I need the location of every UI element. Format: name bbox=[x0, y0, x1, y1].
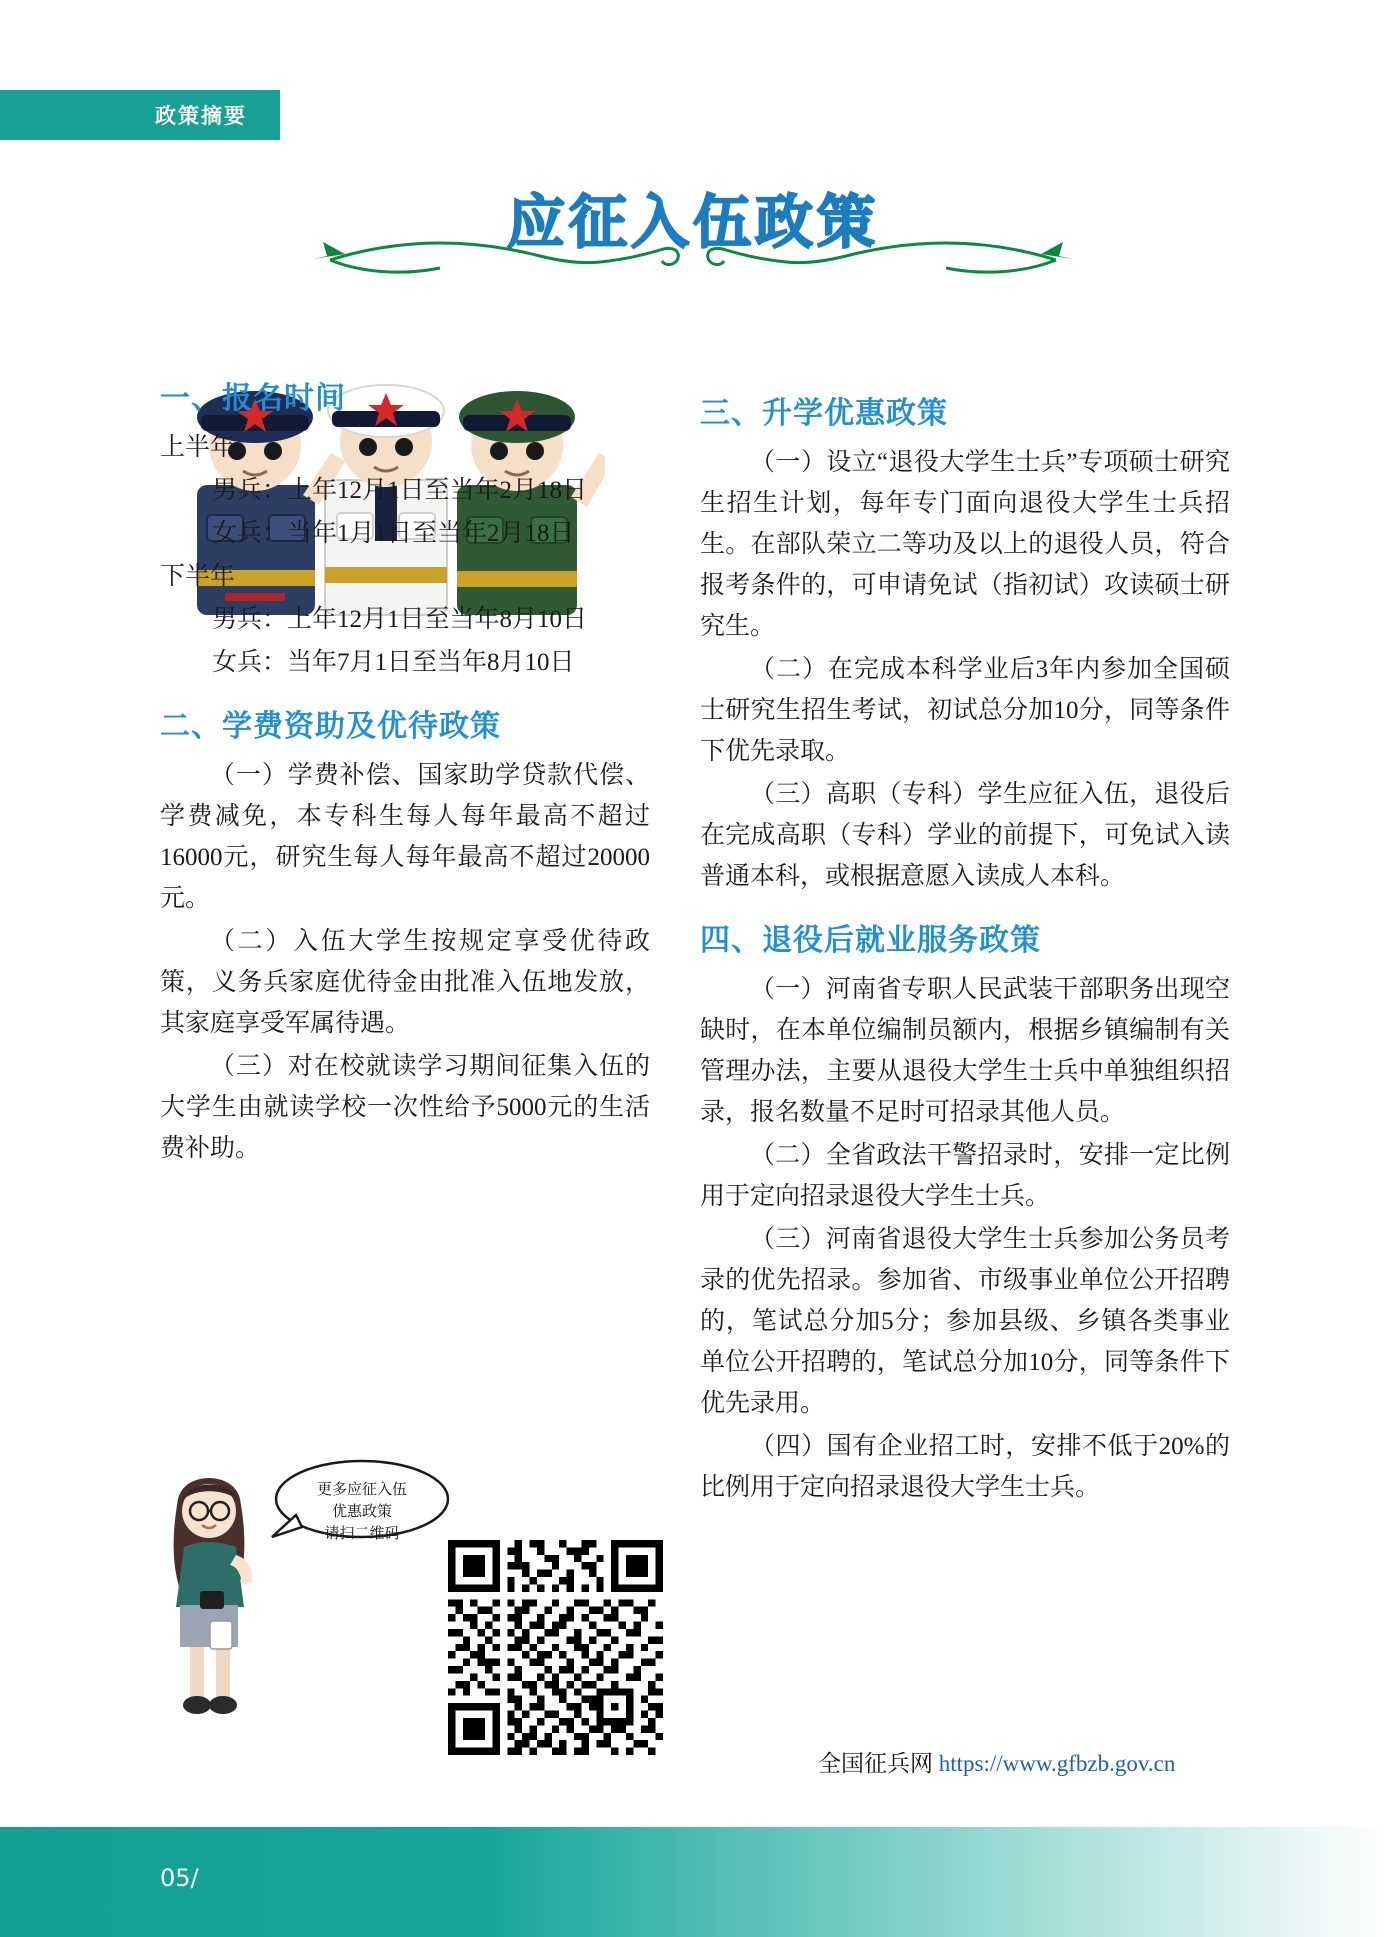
bubble-line-2: 优惠政策 bbox=[331, 1502, 392, 1520]
section-heading-education-benefits: 三、升学优惠政策 bbox=[700, 396, 948, 431]
footer-bar bbox=[0, 1827, 1386, 1937]
page-title: 应征入伍政策 bbox=[506, 188, 879, 256]
registration-second-half-label: 下半年 bbox=[160, 563, 236, 590]
qr-code[interactable] bbox=[448, 1540, 663, 1755]
section-heading-employment-service: 四、退役后就业服务政策 bbox=[700, 923, 1041, 958]
registration-first-half-male: 男兵：上年12月1日至当年2月18日 bbox=[212, 477, 588, 504]
education-paragraph-1: （一）设立“退役大学生士兵”专项硕士研究生招生计划，每年专门面向退役大学生士兵招生。在部队荣立二等功及以上的退役人员，符合报考条件的，可申请免试（指初试）攻读硕士研究生。 bbox=[700, 449, 1230, 640]
footer-site-name: 全国征兵网 bbox=[818, 1751, 933, 1776]
bubble-line-1: 更多应征入伍 bbox=[316, 1480, 407, 1498]
right-column bbox=[700, 370, 1230, 1510]
registration-second-half-male: 男兵：上年12月1日至当年8月10日 bbox=[212, 606, 588, 633]
left-column bbox=[160, 355, 650, 1171]
policy-summary-tab bbox=[0, 90, 280, 140]
education-paragraph-2: （二）在完成本科学业后3年内参加全国硕士研究生招生考试，初试总分加10分，同等条件下优先录取。 bbox=[700, 656, 1230, 765]
footer-site-url[interactable]: https://www.gfbzb.gov.cn bbox=[938, 1751, 1176, 1776]
footer-site-reference bbox=[818, 1745, 1175, 1778]
education-paragraph-3: （三）高职（专科）学生应征入伍，退役后在完成高职（专科）学业的前提下，可免试入读普通本科，或根据意愿入读成人本科。 bbox=[700, 781, 1230, 890]
bubble-line-3: 请扫二维码 bbox=[324, 1524, 400, 1542]
page-number: 05/ bbox=[160, 1864, 199, 1892]
employment-paragraph-1: （一）河南省专职人民武装干部职务出现空缺时，在本单位编制员额内，根据乡镇编制有关管理办法，主要从退役大学生士兵中单独组织招录，报名数量不足时可招录其他人员。 bbox=[700, 976, 1230, 1126]
registration-first-half-female: 女兵：当年1月1日至当年2月18日 bbox=[212, 520, 575, 547]
employment-paragraph-2: （二）全省政法干警招录时，安排一定比例用于定向招录退役大学生士兵。 bbox=[700, 1142, 1230, 1210]
section-heading-registration-time: 一、报名时间 bbox=[160, 381, 346, 416]
girl-with-phone-illustration bbox=[150, 1455, 270, 1720]
tuition-paragraph-2: （二）入伍大学生按规定享受优待政策，义务兵家庭优待金由批准入伍地发放，其家庭享受军属待遇。 bbox=[160, 928, 650, 1037]
registration-second-half-female: 女兵：当年7月1日至当年8月10日 bbox=[212, 649, 575, 676]
policy-summary-tab-label: 政策摘要 bbox=[155, 104, 247, 128]
tuition-paragraph-3: （三）对在校就读学习期间征集入伍的大学生由就读学校一次性给予5000元的生活费补助。 bbox=[160, 1053, 650, 1162]
employment-paragraph-3: （三）河南省退役大学生士兵参加公务员考录的优先招录。参加省、市级事业单位公开招聘的，笔试总分加5分；参加县级、乡镇各类事业单位公开招聘的，笔试总分加10分，同等条件下优先录用。 bbox=[700, 1226, 1230, 1417]
section-heading-tuition-subsidy: 二、学费资助及优待政策 bbox=[160, 709, 501, 744]
tuition-paragraph-1: （一）学费补偿、国家助学贷款代偿、学费减免，本专科生每人每年最高不超过16000元，研究生每人每年最高不超过20000元。 bbox=[160, 762, 650, 912]
speech-bubble-text bbox=[282, 1478, 442, 1544]
registration-first-half-label: 上半年 bbox=[160, 434, 236, 461]
employment-paragraph-4: （四）国有企业招工时，安排不低于20%的比例用于定向招录退役大学生士兵。 bbox=[700, 1433, 1230, 1501]
